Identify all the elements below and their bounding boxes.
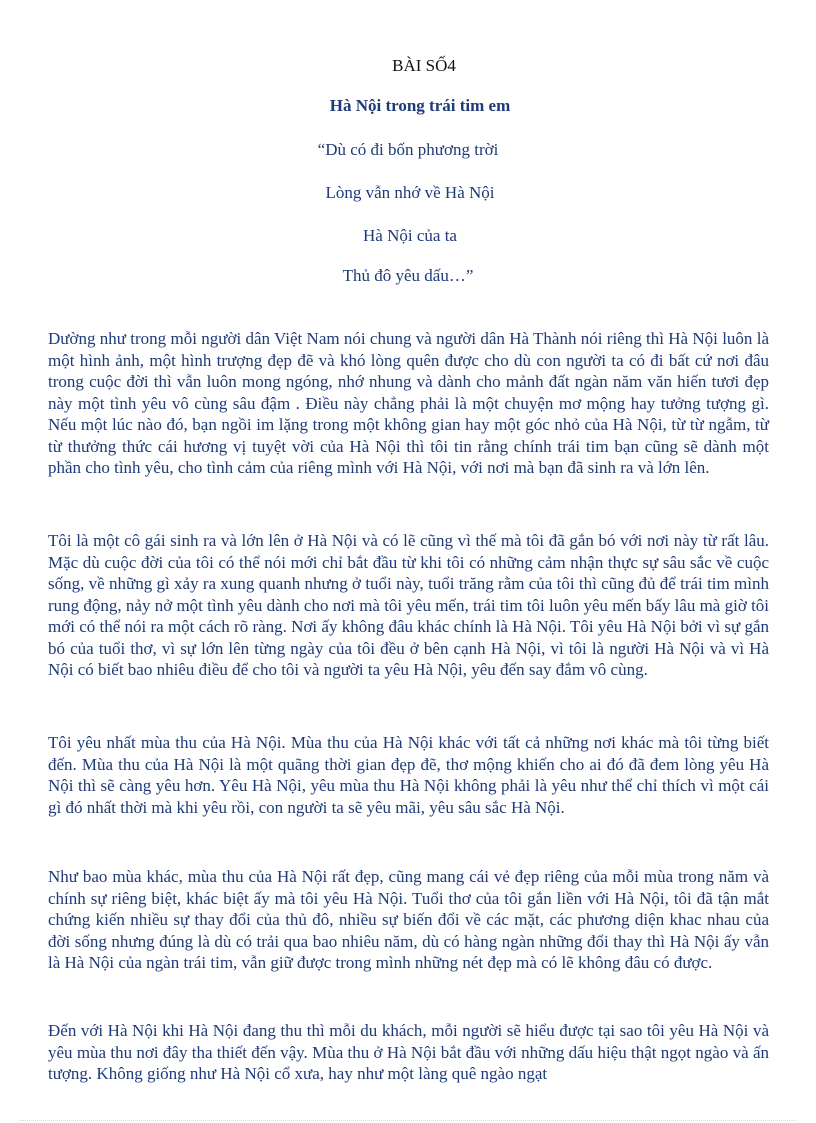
poem-line: “Dù có đi bốn phương trời bbox=[317, 140, 499, 159]
lesson-label: BÀI SỐ4 bbox=[392, 56, 456, 75]
body-paragraph: Tôi là một cô gái sinh ra và lớn lên ở Hà Nội và có lẽ cũng vì thế mà tôi đã gắn bó với nơi này từ rất lâu. Mặc dù cuộc đời của tôi có thể nói mới chỉ bắt đầu từ khi tôi có những cảm nhận thực sự sâu sắc về cuộc sống, về những gì xảy ra xung quanh nhưng ở tuổi này, tuổi trăng rằm của tôi thì cũng đủ để trái tim mình rung động, nảy nở một tình yêu dành cho nơi mà tôi yêu mến, trái tim tôi luôn yêu mến bấy lâu mà giờ tôi mới có thể nói ra một cách rõ ràng. Nơi ấy không đâu khác chính là Hà Nội. Tôi yêu Hà Nội bởi vì sự gắn bó của tuổi thơ, vì sự lớn lên từng ngày của tôi đều ở bên cạnh Hà Nội, vì tôi là người Hà Nội và vì Hà Nội có biết bao nhiêu điều để cho tôi và người ta yêu Hà Nội, yêu đến say đắm vô cùng. bbox=[48, 531, 770, 679]
page-title: Hà Nội trong trái tim em bbox=[329, 96, 511, 115]
body-paragraph: Dường như trong mỗi người dân Việt Nam nói chung và người dân Hà Thành nói riêng thì Hà Nội luôn là một hình ảnh, một hình trượng đẹp đẽ và khó lòng quên được cho dù con người ta có đi bất cứ nơi đâu trong cuộc đời thì vẫn luôn mong ngóng, nhớ nhung và dành cho mảnh đất ngàn năm văn hiến tươi đẹp này một tình yêu vô cùng sâu đậm . Điều này chẳng phải là một chuyện mơ mộng hay tưởng tượng gì. Nếu một lúc nào đó, bạn ngồi im lặng trong một không gian hay một góc nhỏ của Hà Nội, từ từ ngẫm, từ từ thưởng thức cái hương vị tuyệt vời của Hà Nội thì tôi tin rằng chính trái tim bạn cũng sẽ dành một phần cho tình yêu, cho tình cảm của riêng mình với Hà Nội, với nơi mà bạn đã sinh ra và lớn lên. bbox=[48, 329, 769, 477]
body-paragraph: Đến với Hà Nội khi Hà Nội đang thu thì mỗi du khách, mỗi người sẽ hiểu được tại sao tôi yêu Hà Nội và yêu mùa thu nơi đây tha thiết đến vậy. Mùa thu ở Hà Nội bắt đầu với những dấu hiệu thật ngọt ngào và ấn tượng. Không giống như Hà Nội cổ xưa, hay như một làng quê ngào ngạt bbox=[48, 1021, 769, 1083]
poem-line: Thủ đô yêu dấu…” bbox=[342, 266, 474, 285]
poem-line: Lòng vẫn nhớ về Hà Nội bbox=[325, 183, 495, 202]
body-paragraph: Tôi yêu nhất mùa thu của Hà Nội. Mùa thu của Hà Nội khác với tất cả những nơi khác mà tôi từng biết đến. Mùa thu của Hà Nội là một quãng thời gian đẹp đẽ, thơ mộng khiến cho ai đó đã đem lòng yêu Hà Nội thì sẽ càng yêu hơn. Yêu Hà Nội, yêu mùa thu Hà Nội không phải là yêu như thể chỉ thích vì một cái gì đó nhất thời mà khi yêu rồi, con người ta sẽ yêu mãi, yêu sâu sắc Hà Nội. bbox=[48, 733, 769, 817]
page-bottom-divider bbox=[20, 1120, 796, 1121]
poem-line: Hà Nội của ta bbox=[363, 226, 457, 245]
body-paragraph: Như bao mùa khác, mùa thu của Hà Nội rất đẹp, cũng mang cái vẻ đẹp riêng của mỗi mùa trong năm và chính sự riêng biệt, khác biệt ấy mà tôi yêu Hà Nội. Tuổi thơ của tôi gắn liền với Hà Nội, tôi đã tận mắt chứng kiến nhiều sự thay đổi của thủ đô, nhiều sự biến đổi về các mặt, các phương diện khac nhau của đời sống nhưng đúng là dù có trải qua bao nhiêu năm, dù có hàng ngàn những đổi thay thì Hà Nội ấy vẫn là Hà Nội của ngàn trái tim, vẫn giữ được trong mình những nét đẹp mà có lẽ không đâu có được. bbox=[48, 867, 769, 972]
